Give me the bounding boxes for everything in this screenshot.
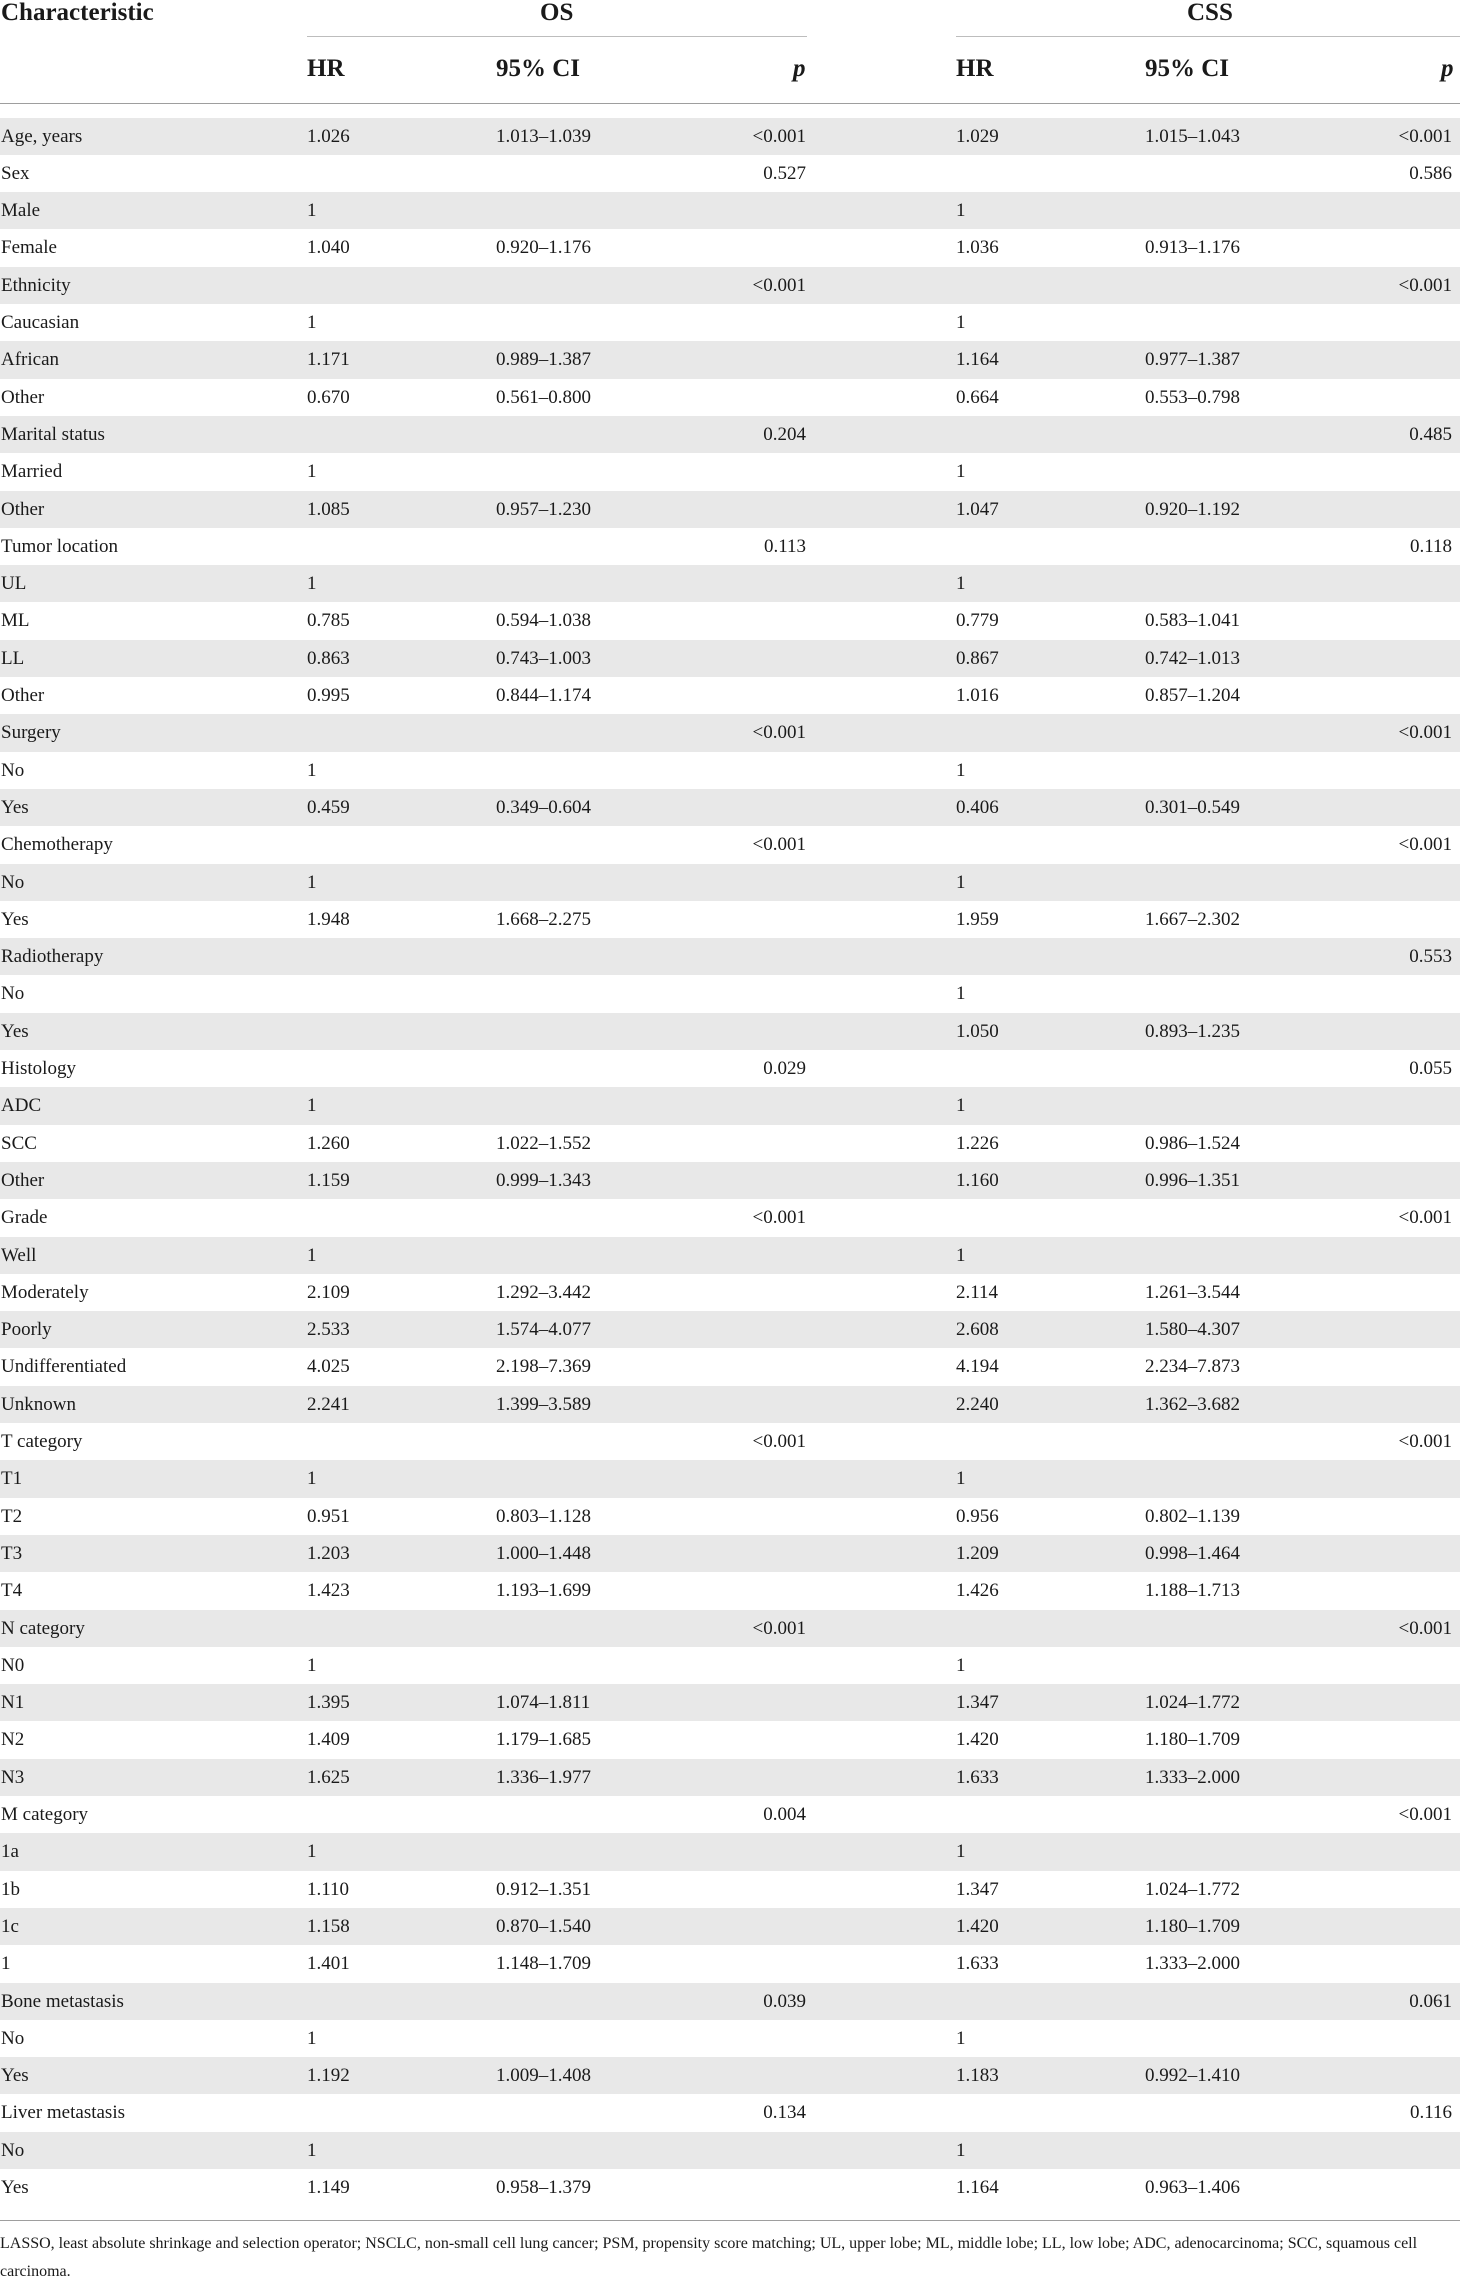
cell-characteristic: Marital status bbox=[1, 423, 105, 445]
header-characteristic: Characteristic bbox=[1, 0, 154, 26]
cell-css-hr: 0.779 bbox=[956, 610, 999, 632]
table-row bbox=[0, 453, 1460, 490]
header-os-hr: HR bbox=[307, 55, 345, 82]
cell-characteristic: ADC bbox=[1, 1095, 42, 1117]
cell-css-ci: 0.986–1.524 bbox=[1145, 1132, 1240, 1154]
cell-css-p: 0.116 bbox=[1409, 2102, 1452, 2124]
table-row bbox=[0, 2094, 1460, 2131]
table-row bbox=[0, 1125, 1460, 1162]
cell-characteristic: LL bbox=[1, 647, 25, 669]
cell-os-p: 0.134 bbox=[763, 2102, 806, 2124]
table-row bbox=[0, 1945, 1460, 1982]
cell-os-p: 0.029 bbox=[763, 1058, 806, 1079]
cell-css-hr: 1.160 bbox=[956, 1169, 999, 1191]
cell-css-ci: 1.580–4.307 bbox=[1145, 1319, 1240, 1341]
cell-os-hr: 1.625 bbox=[307, 1766, 350, 1788]
table-row bbox=[0, 1050, 1460, 1087]
cell-characteristic: Married bbox=[1, 461, 63, 483]
cell-characteristic: Unknown bbox=[1, 1393, 76, 1415]
table-row bbox=[0, 1237, 1460, 1274]
cell-os-hr: 1.110 bbox=[307, 1878, 350, 1900]
cell-os-hr: 0.459 bbox=[307, 796, 350, 818]
table-row bbox=[0, 1162, 1460, 1199]
cell-css-ci: 2.234–7.873 bbox=[1145, 1356, 1240, 1378]
cell-os-hr: 1.260 bbox=[307, 1132, 350, 1154]
cell-characteristic: Other bbox=[1, 685, 45, 706]
cell-css-hr: 1.209 bbox=[956, 1542, 999, 1564]
css-group-rule bbox=[956, 36, 1460, 37]
cell-characteristic: ML bbox=[1, 610, 30, 632]
cell-os-hr: 1.409 bbox=[307, 1729, 350, 1751]
cell-os-hr: 1.159 bbox=[307, 1169, 350, 1191]
cell-os-ci: 1.074–1.811 bbox=[496, 1692, 591, 1714]
cell-characteristic: N1 bbox=[1, 1692, 25, 1714]
cell-os-ci: 0.999–1.343 bbox=[496, 1169, 591, 1191]
table-bottom-rule bbox=[0, 2220, 1460, 2221]
cell-os-p: 0.527 bbox=[763, 162, 806, 184]
cell-os-hr: 0.951 bbox=[307, 1505, 350, 1527]
cell-css-ci: 0.583–1.041 bbox=[1145, 610, 1240, 632]
cell-characteristic: Sex bbox=[1, 162, 30, 184]
cell-characteristic: Other bbox=[1, 498, 45, 520]
cell-os-ci: 0.561–0.800 bbox=[496, 386, 591, 408]
cell-characteristic: T4 bbox=[1, 1580, 23, 1602]
table-row bbox=[0, 1498, 1460, 1535]
cell-css-ci: 0.977–1.387 bbox=[1145, 349, 1240, 371]
table-row bbox=[0, 752, 1460, 789]
cell-os-hr: 1.203 bbox=[307, 1542, 350, 1564]
cell-os-hr: 4.025 bbox=[307, 1356, 350, 1378]
cell-css-ci: 1.015–1.043 bbox=[1145, 125, 1240, 147]
cell-css-p: 0.055 bbox=[1409, 1058, 1452, 1079]
cell-characteristic: Yes bbox=[1, 908, 29, 930]
cell-characteristic: Liver metastasis bbox=[1, 2102, 125, 2124]
cell-css-hr: 1 bbox=[956, 2027, 966, 2049]
cell-characteristic: Undifferentiated bbox=[1, 1356, 127, 1378]
cell-css-hr: 1 bbox=[956, 1841, 966, 1863]
cell-os-ci: 1.574–4.077 bbox=[496, 1319, 591, 1341]
cell-css-ci: 1.180–1.709 bbox=[1145, 1729, 1240, 1751]
cell-os-p: <0.001 bbox=[752, 1431, 806, 1452]
cell-os-hr: 1 bbox=[307, 1244, 317, 1266]
cell-os-hr: 0.785 bbox=[307, 610, 350, 632]
cell-css-hr: 1 bbox=[956, 2139, 966, 2161]
table-row bbox=[0, 677, 1460, 714]
cell-os-ci: 0.349–0.604 bbox=[496, 796, 591, 818]
cell-os-ci: 0.594–1.038 bbox=[496, 610, 591, 632]
table-footnote: LASSO, least absolute shrinkage and selection operator; NSCLC, non-small cell lung cancer; PSM, propensity score matching; UL, upper lobe; ML, middle lobe; LL, low lobe; ADC, adenocarcinoma; SCC, squamous cell carcinoma. bbox=[0, 2235, 1418, 2280]
cell-css-hr: 0.867 bbox=[956, 647, 999, 669]
cell-characteristic: Age, years bbox=[1, 125, 83, 147]
cell-css-ci: 0.992–1.410 bbox=[1145, 2065, 1240, 2087]
cell-css-hr: 1 bbox=[956, 573, 966, 595]
cell-css-ci: 0.742–1.013 bbox=[1145, 647, 1240, 669]
cell-css-ci: 1.333–2.000 bbox=[1145, 1766, 1240, 1788]
cell-css-ci: 1.261–3.544 bbox=[1145, 1281, 1240, 1303]
cell-css-p: <0.001 bbox=[1398, 1207, 1452, 1229]
table-row bbox=[0, 1087, 1460, 1124]
cell-css-hr: 1 bbox=[956, 1654, 966, 1676]
cell-css-hr: 1.347 bbox=[956, 1692, 999, 1714]
cell-os-hr: 1 bbox=[307, 573, 317, 595]
cell-characteristic: Grade bbox=[1, 1207, 48, 1229]
cell-characteristic: No bbox=[1, 871, 25, 893]
cell-os-hr: 1.423 bbox=[307, 1580, 350, 1602]
header-css-p: p bbox=[1441, 55, 1454, 82]
cell-characteristic: Other bbox=[1, 1169, 45, 1191]
cell-characteristic: Caucasian bbox=[1, 312, 80, 333]
cell-os-ci: 1.336–1.977 bbox=[496, 1766, 591, 1788]
cell-css-hr: 1.164 bbox=[956, 2177, 999, 2198]
cell-os-hr: 0.670 bbox=[307, 386, 350, 408]
os-group-rule bbox=[307, 36, 807, 37]
table-row bbox=[0, 1535, 1460, 1572]
cell-characteristic: 1a bbox=[1, 1841, 19, 1863]
cell-os-hr: 1.948 bbox=[307, 908, 350, 930]
cell-os-hr: 1.149 bbox=[307, 2177, 350, 2198]
cell-characteristic: Poorly bbox=[1, 1319, 52, 1341]
cell-os-hr: 1.040 bbox=[307, 237, 350, 259]
cell-css-hr: 0.664 bbox=[956, 386, 999, 408]
table-row bbox=[0, 1983, 1460, 2020]
table-row bbox=[0, 901, 1460, 938]
table-row bbox=[0, 267, 1460, 304]
cell-css-hr: 2.114 bbox=[956, 1281, 999, 1303]
table-row bbox=[0, 789, 1460, 826]
cell-os-p: 0.204 bbox=[763, 423, 806, 445]
cell-css-hr: 1.016 bbox=[956, 685, 999, 706]
cell-css-hr: 1.226 bbox=[956, 1132, 999, 1154]
cell-characteristic: No bbox=[1, 2027, 25, 2049]
table-row bbox=[0, 714, 1460, 751]
cell-os-hr: 1.192 bbox=[307, 2065, 350, 2087]
cell-os-hr: 1 bbox=[307, 1095, 317, 1117]
cell-os-p: <0.001 bbox=[752, 834, 806, 856]
cell-os-ci: 1.022–1.552 bbox=[496, 1132, 591, 1154]
cell-css-hr: 1 bbox=[956, 759, 966, 781]
cell-css-ci: 0.802–1.139 bbox=[1145, 1505, 1240, 1527]
cell-css-ci: 0.553–0.798 bbox=[1145, 386, 1240, 408]
table-row bbox=[0, 2020, 1460, 2057]
cell-css-p: 0.553 bbox=[1409, 946, 1452, 968]
cell-css-ci: 0.301–0.549 bbox=[1145, 796, 1240, 818]
cell-css-p: 0.485 bbox=[1409, 423, 1452, 445]
cell-characteristic: Yes bbox=[1, 2177, 29, 2198]
table-row bbox=[0, 565, 1460, 602]
cell-characteristic: Female bbox=[1, 237, 57, 259]
table-row bbox=[0, 192, 1460, 229]
cell-os-p: <0.001 bbox=[752, 125, 806, 147]
cell-css-hr: 1.420 bbox=[956, 1729, 999, 1751]
cell-css-p: 0.118 bbox=[1409, 535, 1452, 557]
cell-characteristic: Bone metastasis bbox=[1, 1990, 124, 2012]
cell-os-ci: 1.013–1.039 bbox=[496, 125, 591, 147]
table-row bbox=[0, 1871, 1460, 1908]
cell-characteristic: No bbox=[1, 759, 25, 781]
cell-os-ci: 1.009–1.408 bbox=[496, 2065, 591, 2087]
cell-os-hr: 1.171 bbox=[307, 349, 350, 371]
cell-css-hr: 1.036 bbox=[956, 237, 999, 259]
cell-os-ci: 0.743–1.003 bbox=[496, 647, 591, 669]
cell-css-hr: 2.608 bbox=[956, 1319, 999, 1341]
cell-characteristic: N2 bbox=[1, 1729, 25, 1751]
table-row bbox=[0, 1610, 1460, 1647]
cell-os-hr: 1 bbox=[307, 2139, 317, 2161]
table-row bbox=[0, 118, 1460, 155]
header-css-group: CSS bbox=[1187, 0, 1233, 26]
cell-css-hr: 1.050 bbox=[956, 1020, 999, 1042]
table-row bbox=[0, 491, 1460, 528]
cell-characteristic: Moderately bbox=[1, 1281, 89, 1303]
cell-characteristic: M category bbox=[1, 1804, 89, 1825]
cell-os-hr: 1 bbox=[307, 871, 317, 893]
cell-css-hr: 1 bbox=[956, 871, 966, 893]
cell-os-p: 0.004 bbox=[763, 1804, 806, 1825]
cell-css-p: <0.001 bbox=[1398, 1617, 1452, 1639]
cell-css-ci: 0.998–1.464 bbox=[1145, 1542, 1240, 1564]
cell-os-hr: 1.158 bbox=[307, 1915, 350, 1937]
cell-os-ci: 0.844–1.174 bbox=[496, 685, 591, 706]
cell-os-ci: 1.292–3.442 bbox=[496, 1281, 591, 1303]
cell-css-p: <0.001 bbox=[1398, 274, 1452, 296]
table-row bbox=[0, 1684, 1460, 1721]
cell-characteristic: N0 bbox=[1, 1654, 25, 1676]
cell-css-p: 0.061 bbox=[1409, 1990, 1452, 2012]
cell-css-hr: 1.633 bbox=[956, 1953, 999, 1975]
cell-os-ci: 0.957–1.230 bbox=[496, 498, 591, 520]
cell-css-hr: 1 bbox=[956, 1468, 966, 1490]
cell-characteristic: 1b bbox=[1, 1878, 20, 1900]
cell-characteristic: Radiotherapy bbox=[1, 946, 104, 968]
cell-characteristic: N3 bbox=[1, 1766, 25, 1788]
cell-characteristic: Chemotherapy bbox=[1, 834, 113, 856]
cell-characteristic: Surgery bbox=[1, 722, 61, 744]
table-row bbox=[0, 1759, 1460, 1796]
cell-os-hr: 1 bbox=[307, 759, 317, 781]
cell-os-ci: 0.989–1.387 bbox=[496, 349, 591, 371]
cell-os-p: 0.113 bbox=[763, 535, 806, 557]
cell-css-hr: 1 bbox=[956, 312, 966, 333]
cell-os-ci: 0.920–1.176 bbox=[496, 237, 591, 259]
cell-css-hr: 1.959 bbox=[956, 908, 999, 930]
table-row bbox=[0, 528, 1460, 565]
cell-css-ci: 1.188–1.713 bbox=[1145, 1580, 1240, 1602]
cell-os-ci: 1.000–1.448 bbox=[496, 1542, 591, 1564]
table-row bbox=[0, 640, 1460, 677]
cell-css-ci: 1.180–1.709 bbox=[1145, 1915, 1240, 1937]
cell-css-hr: 1.633 bbox=[956, 1766, 999, 1788]
cell-css-ci: 1.362–3.682 bbox=[1145, 1393, 1240, 1415]
table-row bbox=[0, 2057, 1460, 2094]
table-row bbox=[0, 1348, 1460, 1385]
cell-css-hr: 1.164 bbox=[956, 349, 999, 371]
cell-os-p: 0.039 bbox=[763, 1990, 806, 2012]
cell-css-hr: 1.347 bbox=[956, 1878, 999, 1900]
cell-os-hr: 1.085 bbox=[307, 498, 350, 520]
header-css-hr: HR bbox=[956, 55, 994, 82]
cell-os-ci: 0.870–1.540 bbox=[496, 1915, 591, 1937]
cell-css-p: <0.001 bbox=[1398, 834, 1452, 856]
cell-css-p: <0.001 bbox=[1398, 125, 1452, 147]
cell-css-hr: 1.029 bbox=[956, 125, 999, 147]
header-os-p: p bbox=[793, 55, 806, 82]
table-row bbox=[0, 304, 1460, 341]
table-row bbox=[0, 341, 1460, 378]
cell-characteristic: UL bbox=[1, 573, 27, 595]
cell-characteristic: Well bbox=[1, 1244, 37, 1266]
cell-characteristic: Male bbox=[1, 200, 41, 222]
table-row bbox=[0, 2169, 1460, 2206]
cell-os-hr: 1.026 bbox=[307, 125, 350, 147]
cell-css-p: 0.586 bbox=[1409, 162, 1452, 184]
cell-os-hr: 2.241 bbox=[307, 1393, 350, 1415]
cell-os-hr: 0.863 bbox=[307, 647, 350, 669]
table-row bbox=[0, 975, 1460, 1012]
cell-characteristic: No bbox=[1, 2139, 25, 2161]
cell-os-ci: 1.399–3.589 bbox=[496, 1393, 591, 1415]
cell-os-ci: 1.668–2.275 bbox=[496, 908, 591, 930]
cell-css-ci: 1.667–2.302 bbox=[1145, 908, 1240, 930]
cell-characteristic: African bbox=[1, 349, 60, 371]
cell-os-ci: 1.179–1.685 bbox=[496, 1729, 591, 1751]
cell-css-hr: 4.194 bbox=[956, 1356, 999, 1378]
cell-css-hr: 1 bbox=[956, 983, 966, 1005]
table-row bbox=[0, 379, 1460, 416]
cell-characteristic: 1c bbox=[1, 1915, 19, 1937]
cell-os-hr: 1 bbox=[307, 1841, 317, 1863]
table-row bbox=[0, 1274, 1460, 1311]
cell-characteristic: Ethnicity bbox=[1, 274, 71, 296]
cell-css-hr: 1.420 bbox=[956, 1915, 999, 1937]
cell-css-hr: 1 bbox=[956, 200, 966, 222]
cell-os-hr: 0.995 bbox=[307, 685, 350, 706]
cell-css-hr: 0.406 bbox=[956, 796, 999, 818]
header-os-group: OS bbox=[540, 0, 574, 26]
cell-os-hr: 1 bbox=[307, 2027, 317, 2049]
table-row bbox=[0, 1386, 1460, 1423]
cell-css-hr: 1.047 bbox=[956, 498, 999, 520]
cell-os-hr: 1 bbox=[307, 200, 317, 222]
cell-os-ci: 0.803–1.128 bbox=[496, 1505, 591, 1527]
cell-characteristic: Histology bbox=[1, 1058, 76, 1079]
cell-css-ci: 0.857–1.204 bbox=[1145, 685, 1240, 706]
header-os-ci: 95% CI bbox=[496, 55, 581, 82]
table-row bbox=[0, 1572, 1460, 1609]
table-row bbox=[0, 1833, 1460, 1870]
cell-css-hr: 1 bbox=[956, 1244, 966, 1266]
table-row bbox=[0, 1460, 1460, 1497]
table-row bbox=[0, 155, 1460, 192]
cell-css-ci: 1.024–1.772 bbox=[1145, 1878, 1240, 1900]
table-row bbox=[0, 938, 1460, 975]
cell-characteristic: 1 bbox=[1, 1953, 11, 1975]
cell-css-hr: 1.183 bbox=[956, 2065, 999, 2087]
cell-characteristic: T category bbox=[1, 1431, 83, 1452]
cell-characteristic: T1 bbox=[1, 1468, 23, 1490]
cell-css-hr: 1.426 bbox=[956, 1580, 999, 1602]
cell-characteristic: SCC bbox=[1, 1132, 37, 1154]
table-row bbox=[0, 1013, 1460, 1050]
table-row bbox=[0, 864, 1460, 901]
cell-os-ci: 0.958–1.379 bbox=[496, 2177, 591, 2198]
cell-os-hr: 1 bbox=[307, 1468, 317, 1490]
cell-characteristic: T2 bbox=[1, 1505, 23, 1527]
cell-os-p: <0.001 bbox=[752, 722, 806, 744]
table-row bbox=[0, 602, 1460, 639]
table-row bbox=[0, 1199, 1460, 1236]
table-row bbox=[0, 2132, 1460, 2169]
cell-css-hr: 0.956 bbox=[956, 1505, 999, 1527]
cell-os-ci: 2.198–7.369 bbox=[496, 1356, 591, 1378]
cell-css-ci: 1.333–2.000 bbox=[1145, 1953, 1240, 1975]
cell-css-ci: 1.024–1.772 bbox=[1145, 1692, 1240, 1714]
table-row bbox=[0, 1423, 1460, 1460]
table-row bbox=[0, 416, 1460, 453]
cell-css-ci: 0.963–1.406 bbox=[1145, 2177, 1240, 2198]
table-row bbox=[0, 1908, 1460, 1945]
table-row bbox=[0, 1721, 1460, 1758]
cell-characteristic: N category bbox=[1, 1617, 85, 1639]
cell-css-ci: 0.996–1.351 bbox=[1145, 1169, 1240, 1191]
cell-os-ci: 1.148–1.709 bbox=[496, 1953, 591, 1975]
cell-characteristic: No bbox=[1, 983, 25, 1005]
table-row bbox=[0, 229, 1460, 266]
cell-characteristic: Other bbox=[1, 386, 45, 408]
cell-os-hr: 1.401 bbox=[307, 1953, 350, 1975]
cell-os-hr: 2.533 bbox=[307, 1319, 350, 1341]
header-css-ci: 95% CI bbox=[1145, 55, 1230, 82]
cell-css-p: <0.001 bbox=[1398, 1804, 1452, 1825]
cell-css-hr: 1 bbox=[956, 1095, 966, 1117]
cell-os-ci: 1.193–1.699 bbox=[496, 1580, 591, 1602]
cell-characteristic: T3 bbox=[1, 1542, 23, 1564]
cell-os-p: <0.001 bbox=[752, 274, 806, 296]
table-row bbox=[0, 826, 1460, 863]
table-row bbox=[0, 1647, 1460, 1684]
cell-css-hr: 2.240 bbox=[956, 1393, 999, 1415]
cell-os-p: <0.001 bbox=[752, 1207, 806, 1229]
cell-css-ci: 0.920–1.192 bbox=[1145, 498, 1240, 520]
cell-css-hr: 1 bbox=[956, 461, 966, 483]
header-bottom-rule bbox=[0, 103, 1460, 104]
table-row bbox=[0, 1796, 1460, 1833]
cell-characteristic: Yes bbox=[1, 2065, 29, 2087]
cell-characteristic: Tumor location bbox=[1, 535, 118, 557]
cell-os-hr: 1 bbox=[307, 312, 317, 333]
cell-css-p: <0.001 bbox=[1398, 722, 1452, 744]
cell-css-ci: 0.893–1.235 bbox=[1145, 1020, 1240, 1042]
cell-os-hr: 2.109 bbox=[307, 1281, 350, 1303]
table-row bbox=[0, 1311, 1460, 1348]
cell-characteristic: Yes bbox=[1, 1020, 29, 1042]
cell-os-hr: 1 bbox=[307, 1654, 317, 1676]
cell-os-ci: 0.912–1.351 bbox=[496, 1878, 591, 1900]
cell-os-hr: 1.395 bbox=[307, 1692, 350, 1714]
cell-os-hr: 1 bbox=[307, 461, 317, 483]
cell-css-p: <0.001 bbox=[1398, 1431, 1452, 1452]
cell-css-ci: 0.913–1.176 bbox=[1145, 237, 1240, 259]
cell-os-p: <0.001 bbox=[752, 1617, 806, 1639]
cell-characteristic: Yes bbox=[1, 796, 29, 818]
